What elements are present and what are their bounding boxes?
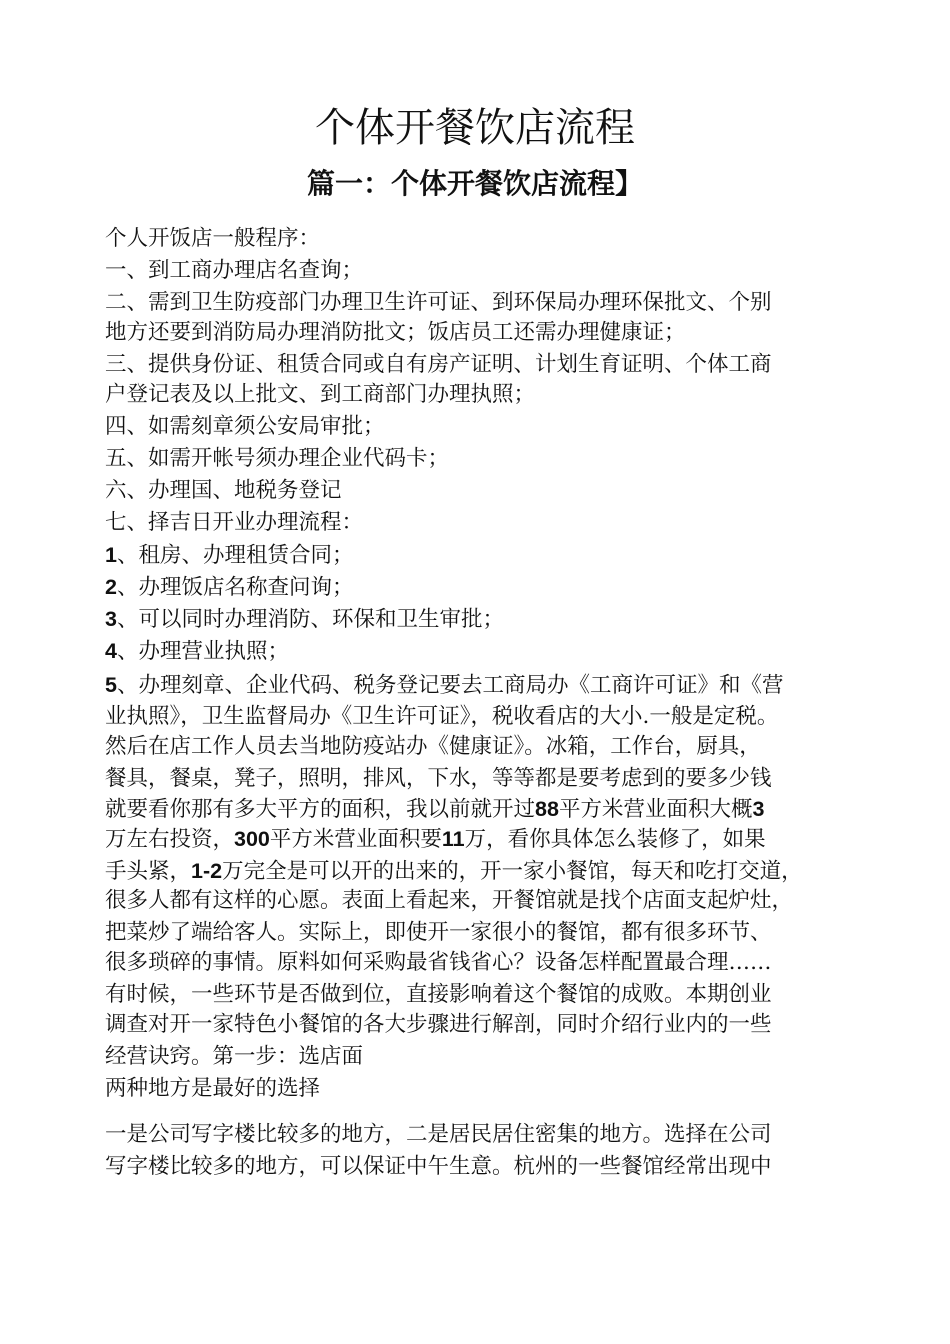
body-line (105, 1074, 320, 1104)
line-text: 三、提供身份证、租赁合同或自有房产证明、计划生育证明、个体工商 (105, 352, 772, 377)
line-text: 二、需到卫生防疫部门办理卫生许可证、到环保局办理环保批文、个别 (105, 290, 772, 315)
line-text: 、办理刻章、企业代码、税务登记要去工商局办《工商许可证》和《营 (116, 673, 784, 698)
line-text: 就要看你那有多大平方的面积，我以前就开过 (105, 797, 536, 822)
document-title: 个体开餐饮店流程 (315, 105, 635, 151)
inline-number: 1-2 (191, 859, 223, 883)
body-line (105, 412, 385, 442)
line-text: 万左右投资， (105, 827, 235, 852)
inline-number: 300 (234, 827, 270, 851)
line-text: 、可以同时办理消防、环保和卫生审批； (116, 607, 504, 632)
line-text: 业执照》，卫生监督局办《卫生许可证》，税收看店的大小.一般是定税。 (105, 704, 779, 729)
body-line (105, 702, 778, 732)
line-text: 很多人都有这样的心愿。表面上看起来，开餐馆就是找个店面支起炉灶， (105, 888, 794, 913)
inline-number: 4 (105, 639, 117, 663)
body-line (105, 948, 772, 978)
body-line (105, 1010, 772, 1040)
body-line (105, 1152, 772, 1182)
line-text: 万，看你具体怎么装修了，如果 (464, 827, 766, 852)
body-line (105, 508, 363, 538)
line-text: 、租房、办理租赁合同； (116, 543, 354, 568)
line-text: 地方还要到消防局办理消防批文；饭店员工还需办理健康证； (105, 320, 686, 345)
body-line (105, 604, 504, 634)
inline-number: 3 (752, 797, 765, 821)
body-line (105, 980, 772, 1010)
inline-number: 5 (105, 673, 117, 697)
line-text: 经营诀窍。第一步：选店面 (105, 1044, 364, 1069)
line-text: 餐具，餐桌，凳子，照明，排风，下水，等等都是要考虑到的要多少钱 (105, 766, 772, 791)
line-text: 、办理饭店名称查问询； (116, 575, 354, 600)
body-line (105, 572, 353, 602)
line-text: 四、如需刻章须公安局审批； (105, 414, 385, 439)
body-line (105, 764, 772, 794)
body-line (105, 670, 783, 700)
inline-number: 3 (105, 607, 117, 631)
inline-number: 11 (441, 827, 465, 851)
line-text: 六、办理国、地税务登记 (105, 478, 342, 503)
body-line (105, 224, 320, 254)
body-line (105, 636, 289, 666)
line-text: 平方米营业面积要 (269, 827, 442, 852)
line-text: 个人开饭店一般程序： (105, 226, 321, 251)
line-text: 写字楼比较多的地方，可以保证中午生意。杭州的一些餐馆经常出现中 (105, 1154, 772, 1179)
body-line (105, 886, 793, 916)
body-line (105, 918, 772, 948)
body-line (105, 1120, 772, 1150)
inline-number: 2 (105, 575, 117, 599)
line-text: 户登记表及以上批文、到工商部门办理执照； (105, 382, 536, 407)
document-subtitle: 篇一：个体开餐饮店流程】 (306, 167, 643, 200)
line-text: 一是公司写字楼比较多的地方，二是居民居住密集的地方。选择在公司 (105, 1122, 772, 1147)
line-text: 然后在店工作人员去当地防疫站办《健康证》。冰箱，工作台，厨具， (105, 734, 761, 759)
line-text: 平方米营业面积大概 (558, 797, 753, 822)
line-text: 两种地方是最好的选择 (105, 1076, 321, 1101)
body-line (105, 256, 363, 286)
body-line (105, 794, 764, 824)
body-line (105, 380, 535, 410)
line-text: 调查对开一家特色小餐馆的各大步骤进行解剖，同时介绍行业内的一些 (105, 1012, 772, 1037)
inline-number: 88 (535, 797, 559, 821)
inline-number: 1 (105, 543, 117, 567)
body-line (105, 444, 449, 474)
body-line (105, 540, 353, 570)
line-text: 有时候，一些环节是否做到位，直接影响着这个餐馆的成败。本期创业 (105, 982, 772, 1007)
line-text: 把菜炒了端给客人。实际上，即使开一家很小的餐馆，都有很多环节、 (105, 920, 772, 945)
line-text: 手头紧， (105, 859, 192, 884)
body-line (105, 824, 766, 854)
line-text: 七、择吉日开业办理流程： (105, 510, 364, 535)
body-line (105, 476, 342, 506)
line-text: 五、如需开帐号须办理企业代码卡； (105, 446, 450, 471)
line-text: 、办理营业执照； (116, 639, 289, 664)
body-line (105, 318, 686, 348)
body-line (105, 1042, 363, 1072)
body-line (105, 350, 772, 380)
line-text: 万完全是可以开的出来的，开一家小餐馆，每天和吃打交道， (222, 859, 803, 884)
line-text: 一、到工商办理店名查询； (105, 258, 364, 283)
line-text: 很多琐碎的事情。原料如何采购最省钱省心？设备怎样配置最合理…… (105, 950, 772, 975)
body-line (105, 732, 761, 762)
body-line (105, 856, 803, 886)
body-line (105, 288, 772, 318)
